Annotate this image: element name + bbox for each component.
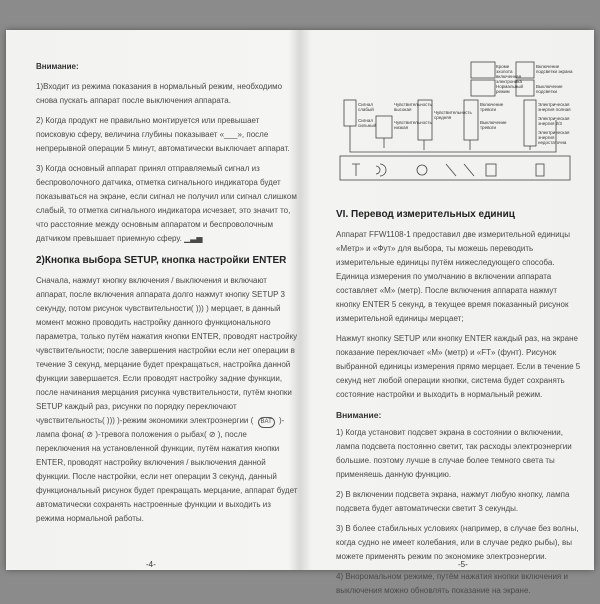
label-top2: Нормальный режим <box>496 84 524 94</box>
sensitivity-icon: ))) <box>195 304 204 313</box>
label-mid7: Электрическая энергия 2/3 <box>538 116 570 126</box>
units-paragraph-2: Нажмут кнопку SETUP или кнопку ENTER каждый раз, на экране показание переключает «М» (метр) и «FT» (фунт). Рисунок выбранной единицы измерения прямо мерцает. Если в течение 5 секунд нет любой операции кнопки, система будет сохранять состояние настройки и выходить в нормальный режим. <box>336 334 581 399</box>
lamp-crossed-icon: ⊘ <box>86 430 94 439</box>
book-spread <box>6 30 594 595</box>
label-mid8: Электрическая энергия недостаточна <box>538 130 570 145</box>
label-mid2: Чувствительность высокая <box>394 102 432 112</box>
note-2: 2) Когда продукт не правильно монтируется или превышает поисковую сферу, величина глубины показывает «___», после непрерывной операции 5 минут, автоматически выключает аппарат. <box>36 116 290 153</box>
fish-alarm-crossed-icon: ⊘ <box>208 430 216 439</box>
label-top4: Выключение подсветки <box>536 84 563 94</box>
label-mid3: Чувствительность низкая <box>394 120 432 130</box>
lcd-icon-diagram <box>336 60 581 200</box>
right-note-3: 3) В более стабильных условиях (например, в случае без волны, когда судно не имеет колебания, или в случае редко рыбы), вы можете применять режим по экономике электроэнергии. <box>336 524 579 561</box>
sensitivity-icon-2: ))) <box>106 416 115 425</box>
label-mid5: Выключение тревоги <box>480 120 507 130</box>
units-paragraph-1: Аппарат FFW1108-1 предоставил две измерительной единицы «Метр» и «Фут» для выбора, ты можешь переводить измерительные единицы путём нижеследующего способа. Единица измерения по умолчанию в включении аппарата составляет «М» (метр). После включения аппарата нажмут кнопку ENTER 5 секунд, в текущее время показанный рисунок измерительной единицы мерцает; <box>336 230 571 323</box>
battery-save-icon: BAT <box>258 417 275 428</box>
label-mid4: Включение тревоги <box>480 102 504 112</box>
setup-text-f: ), после переключения на установленной функции, путём нажатия кнопки ENTER, проводят настройку включения / выключения данной функции. После настройки, если нет операции 3 секунд, данный функциональный рисунок будет прекращать мерцание, аппарат будет автоматически сохранять настроенные функции и выходить из режима нормальной работы. <box>36 430 298 523</box>
signal-icon: ▁▃▅ <box>184 234 203 243</box>
setup-text-c: )-режим экономики электроэнергии ( <box>117 416 254 425</box>
setup-text-b: ) мерцает, в данный момент можно проводить настройку данного функционального параметра, только путём нажатия кнопки ENTER, проводят настройку чувствительности; после завершения настройки если нет операции в течение 3 секунд, мерцание будет прекращаться, настройка данной функции завершается. Если проводят настройку задние функции, после начинания мерцания рисунка чувствительности, путём кнопки SETUP каждый раз, рисунки по порядку переключают чувствительность( <box>36 304 298 425</box>
setup-text-e: )-тревога положения о рыбах( <box>95 430 207 439</box>
label-low2: Чувствительность средняя <box>434 110 472 120</box>
label-top3: Включение подсветки экрана <box>536 64 573 74</box>
right-note-4: 4) Вноромальном режиме, путём нажатия кнопки включения и выключения можно обновлять показание на экране. <box>336 572 568 595</box>
left-page-number: -4- <box>146 560 156 569</box>
left-page <box>36 60 298 532</box>
setup-text-a: Сначала, нажмут кнопку включения / выключения и включают аппарат, после включения аппарата долго нажмут кнопку SETUP 3 секунду, потом рисунок чувствительности( <box>36 276 285 313</box>
right-note-1: 1) Когда установит подсвет экрана в состоянии о включении, лампа подсвета постоянно светит, так расходы электроэнергии большие. поэтому лучше в случае более темного света ты применяешь данную функцию. <box>336 428 572 479</box>
right-note-2: 2) В включении подсвета экрана, нажмут любую кнопку, лампа подсвета будет автоматически светит 3 секунды. <box>336 490 570 513</box>
note-3-text: 3) Когда основный аппарат принял отправляемый сигнал из беспроволочного датчика, отметка сигнального индикатора будет показываться на экране, если сигнал не получил или сигнал слишком слабый, то отметка сигнального индикатора исчезает, это значит то, что расстояние между основным аппаратом и беспроволочным датчиком превышает приемную сферу. <box>36 164 297 243</box>
right-page-number: -5- <box>458 560 468 569</box>
attention-heading-left: Внимание: <box>36 62 79 71</box>
label-low1: Сигнал сильный <box>358 118 376 128</box>
attention-heading-right: Внимание: <box>336 410 382 420</box>
setup-text-d: )-лампа фона( <box>36 416 285 439</box>
right-page <box>336 60 581 604</box>
setup-paragraph <box>36 274 298 526</box>
setup-enter-heading: 2)Кнопка выбора SETUP, кнопка настройки ENTER <box>36 255 287 266</box>
note-1: 1)Входит из режима показания в нормальный режим, необходимо снова пускать аппарат после выключения аппарата. <box>36 82 283 105</box>
label-top1: Кроме эхолота включенная электроника <box>496 64 522 84</box>
units-heading: VI. Перевод измерительных единиц <box>336 209 515 220</box>
label-mid6: Электрическая энергия полная <box>538 102 571 112</box>
note-3 <box>36 162 298 246</box>
label-mid1: Сигнал слабый <box>358 102 374 112</box>
